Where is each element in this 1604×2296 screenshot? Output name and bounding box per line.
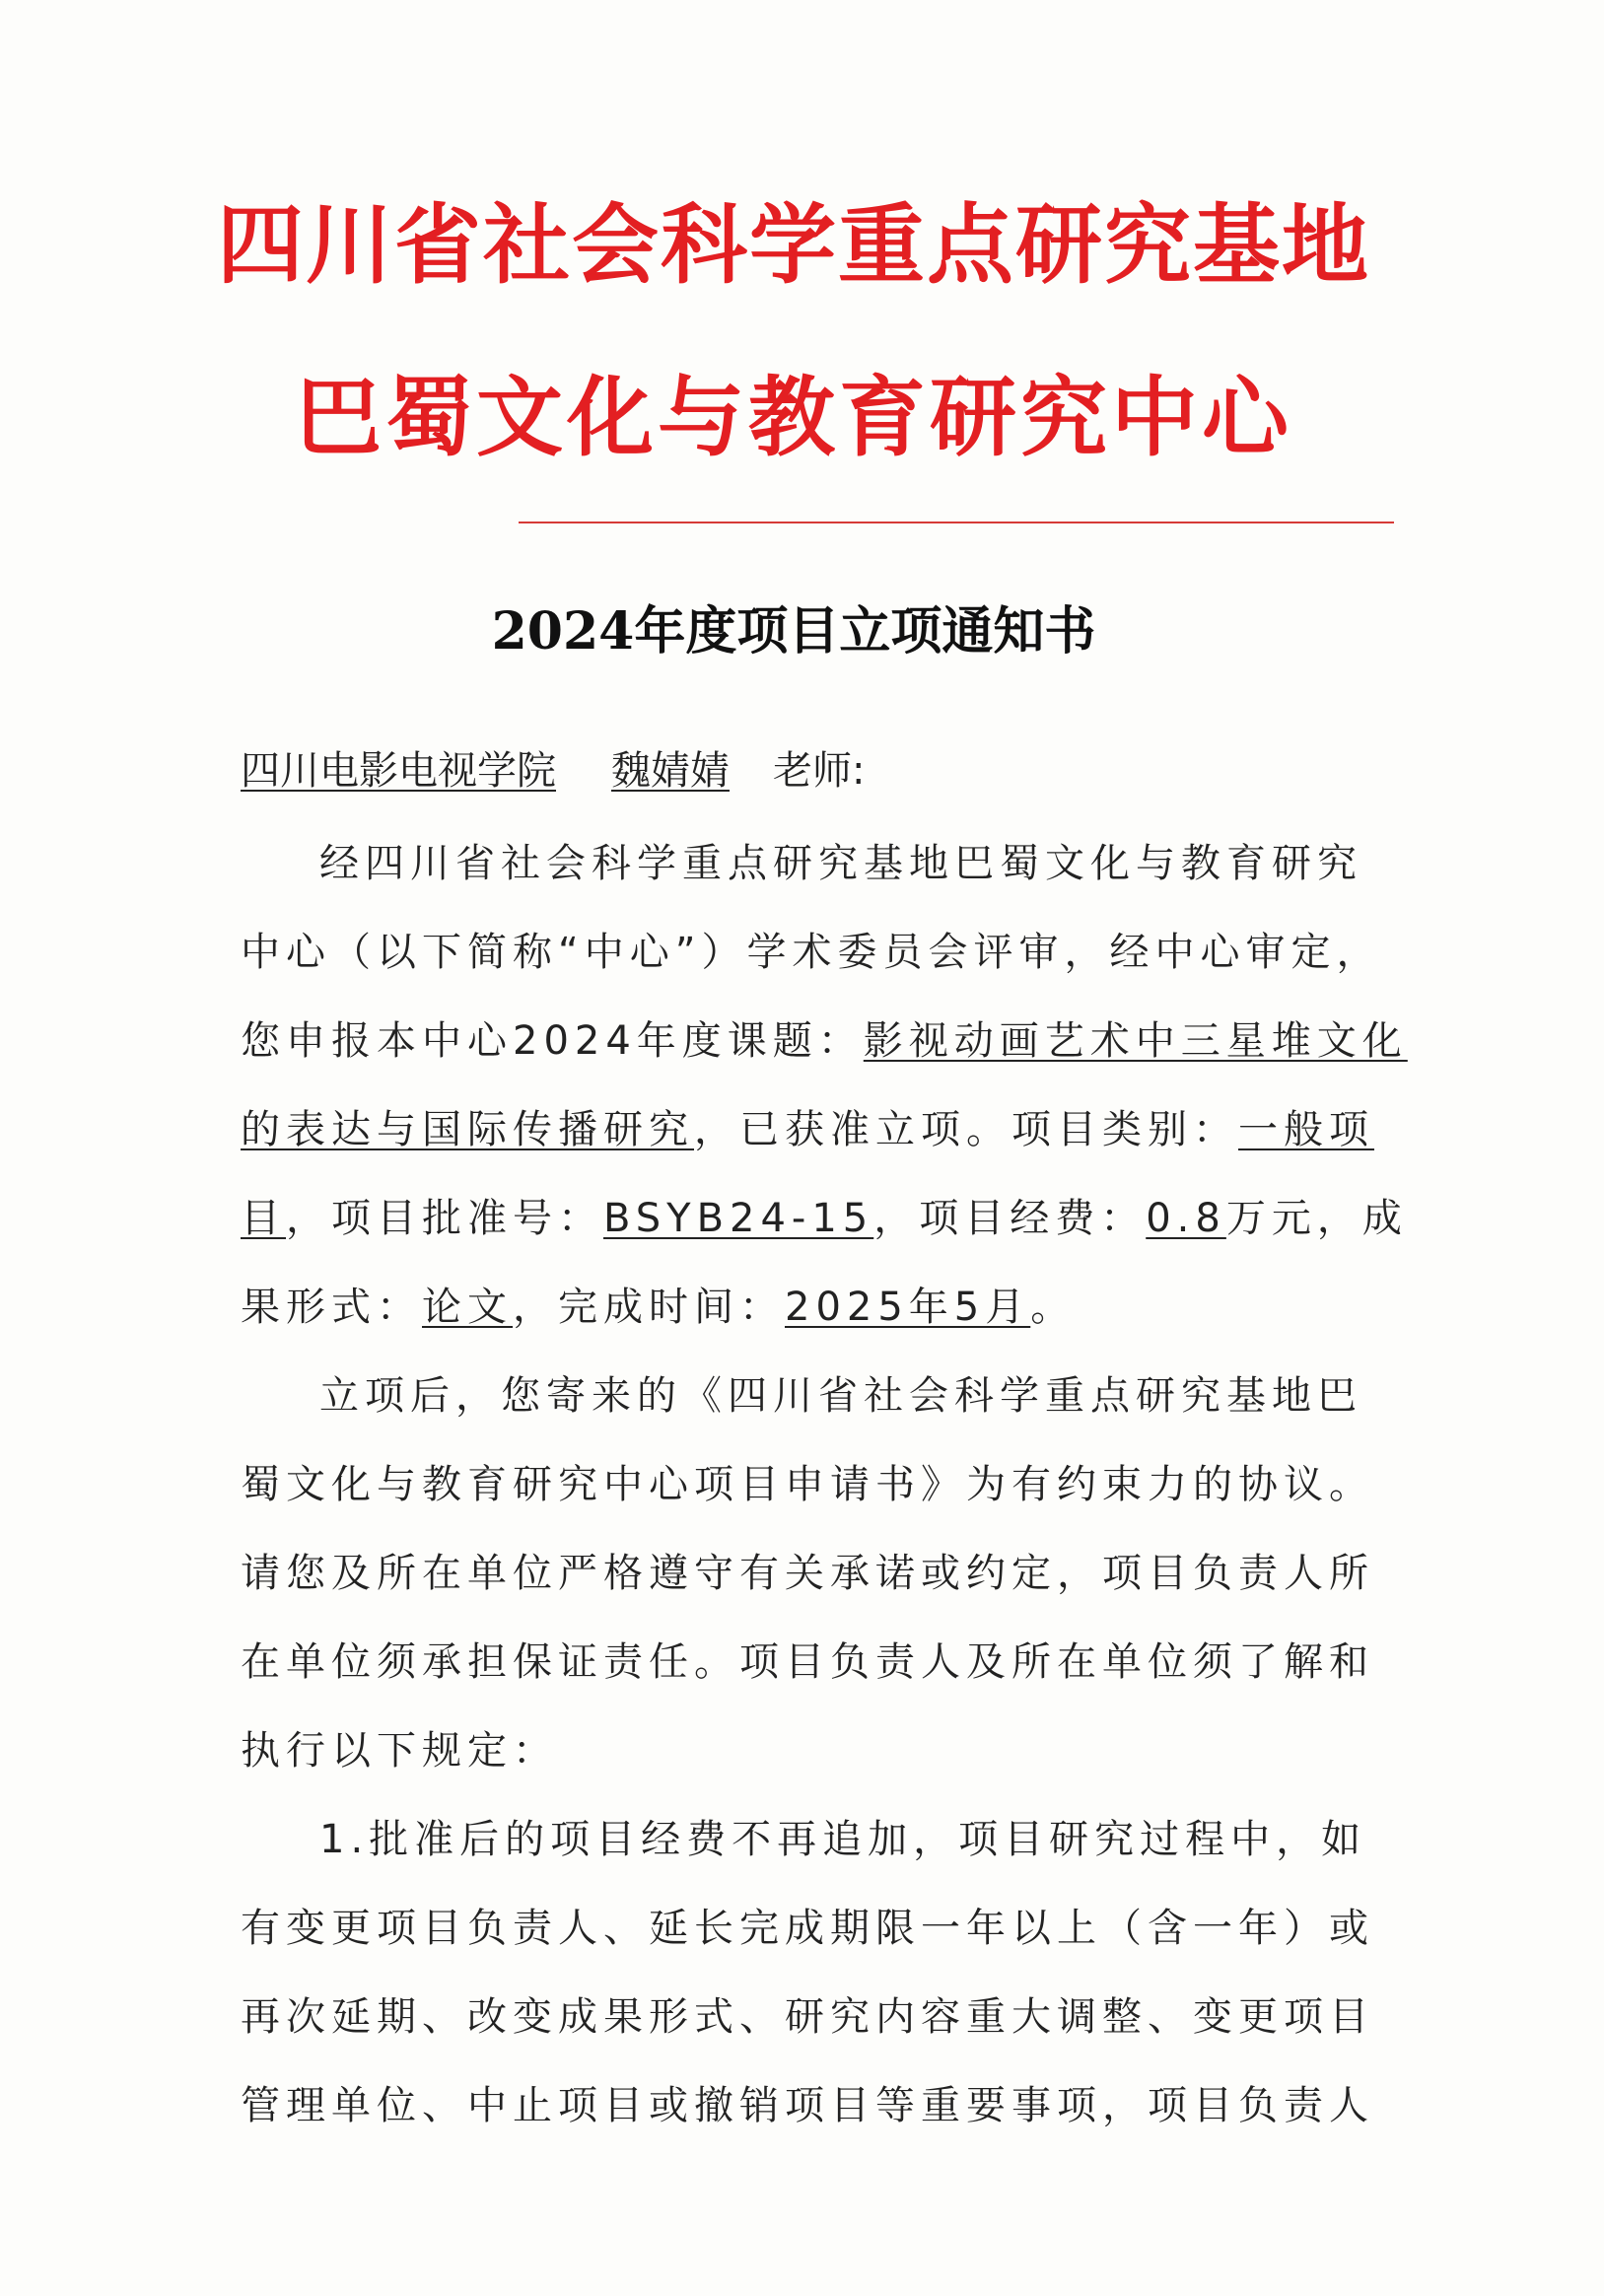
salutation-recipient: [241, 748, 773, 794]
approval-number-label: ，项目批准号：: [286, 1196, 603, 1241]
para2-line-5: 执行以下规定：: [241, 1728, 558, 1774]
para1-line-3-lead: 您申报本中心2024年度课题：: [241, 1018, 864, 1064]
para2-line-1: 立项后，您寄来的《四川省社会科学重点研究基地巴: [319, 1373, 1362, 1419]
letterhead-line-1: 四川省社会科学重点研究基地: [216, 193, 1370, 296]
para1-line-1: 经四川省社会科学重点研究基地巴蜀文化与教育研究: [319, 841, 1362, 886]
para2-line-3: 请您及所在单位严格遵守有关承诺或约定，项目负责人所: [241, 1551, 1374, 1596]
para1-line-4: [241, 1106, 1404, 1153]
project-title-part-1: 影视动画艺术中三星堆文化: [863, 1018, 1408, 1064]
salutation-institution: 四川电影电视学院: [241, 748, 556, 794]
letterhead-divider: [519, 522, 1394, 523]
funding-label: ，项目经费：: [873, 1196, 1147, 1241]
para1-line-3: [241, 1017, 1408, 1065]
funding-unit: 万元，成: [1225, 1196, 1408, 1241]
project-category-part-2: 目: [241, 1196, 286, 1241]
approval-number: BSYB24-15: [603, 1196, 874, 1241]
completion-time-label: ，完成时间：: [513, 1285, 785, 1330]
project-category-part-1: 一般项: [1238, 1107, 1374, 1152]
para3-line-3: 再次延期、改变成果形式、研究内容重大调整、变更项目: [241, 1994, 1374, 2040]
output-form-label: 果形式：: [241, 1285, 422, 1330]
para3-line-2: 有变更项目负责人、延长完成期限一年以上（含一年）或: [241, 1906, 1374, 1951]
para2-line-4: 在单位须承担保证责任。项目负责人及所在单位须了解和: [241, 1639, 1374, 1685]
para3-line-1: 1.批准后的项目经费不再追加，项目研究过程中，如: [319, 1817, 1367, 1862]
funding-amount: 0.8: [1146, 1196, 1226, 1241]
salutation-suffix: 老师:: [773, 748, 866, 794]
para1-line-6-end: 。: [1030, 1285, 1077, 1330]
para1-line-6: [241, 1284, 1404, 1331]
salutation-name: 魏婧婧: [611, 748, 730, 794]
para1-line-4-text: ，已获准立项。项目类别：: [694, 1107, 1238, 1152]
salutation: [241, 747, 1404, 795]
para3-line-4: 管理单位、中止项目或撤销项目等重要事项，项目负责人: [241, 2083, 1374, 2128]
para1-line-2: 中心（以下简称“中心”）学术委员会评审，经中心审定，: [241, 930, 1382, 975]
para1-line-5: [241, 1195, 1408, 1242]
para2-line-2: 蜀文化与教育研究中心项目申请书》为有约束力的协议。: [241, 1462, 1374, 1507]
letterhead-line-2: 巴蜀文化与教育研究中心: [294, 366, 1292, 468]
document-title: 2024年度项目立项通知书: [491, 601, 1096, 661]
project-title-part-2: 的表达与国际传播研究: [241, 1107, 694, 1152]
output-form: 论文: [422, 1285, 513, 1330]
completion-time: 2025年5月: [785, 1285, 1031, 1330]
